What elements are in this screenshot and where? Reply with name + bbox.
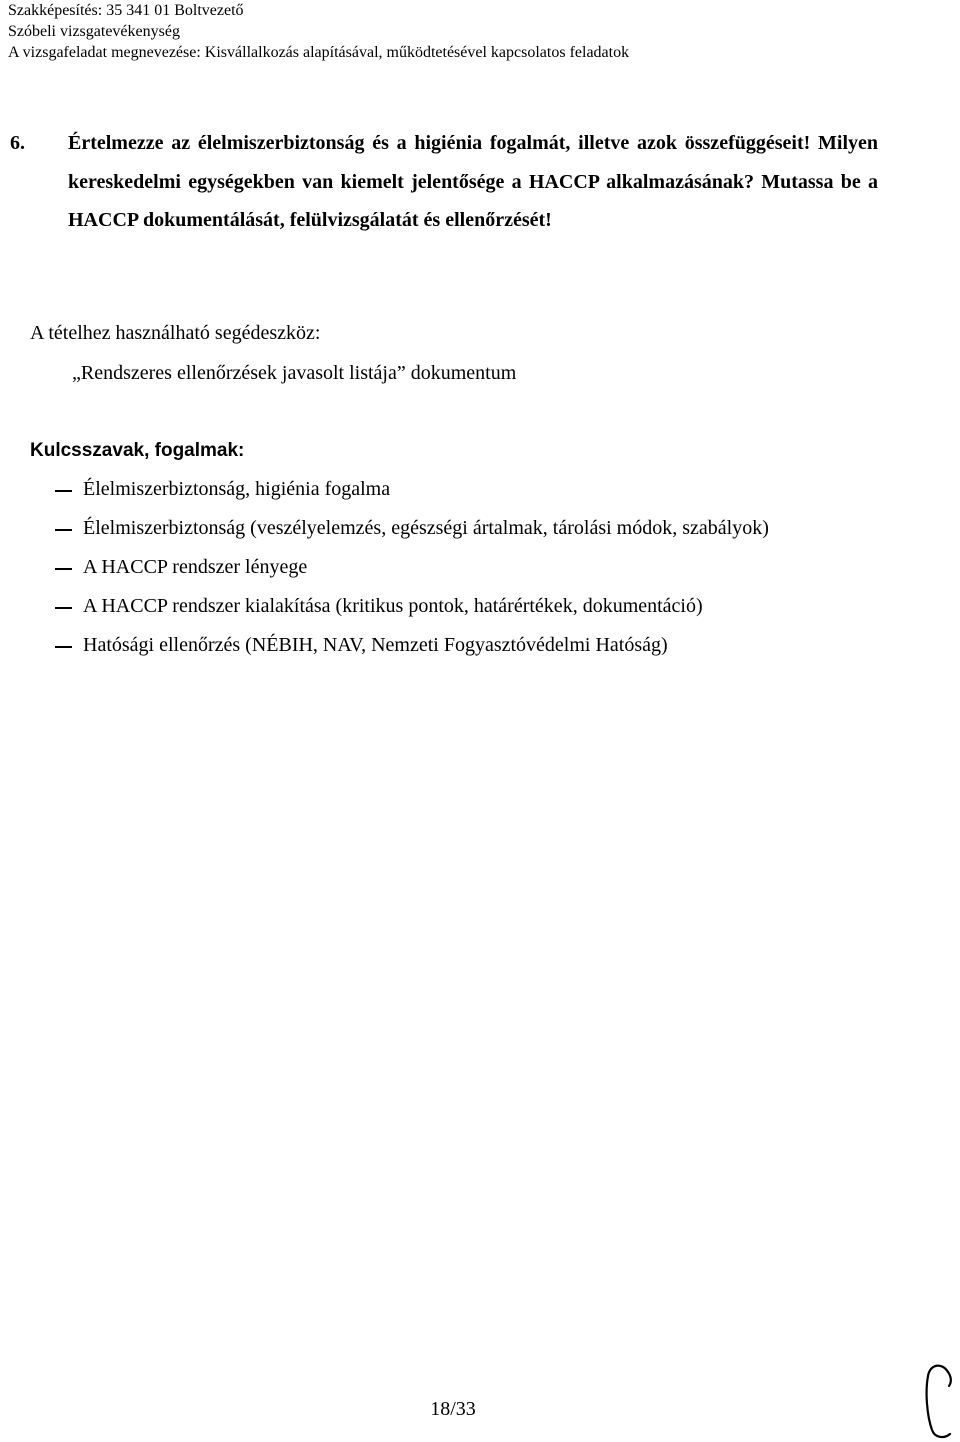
task-block (10, 124, 878, 240)
dash-bullet-icon (55, 568, 72, 570)
task-text: Értelmezze az élelmiszerbiztonság és a higiénia fogalmát, illetve azok összefüggéseit! Milyen kereskedelmi egységekben van kiemelt jelentősége a HACCP alkalmazásának? Mutassa be a HACCP dokumentálását, felülvizsgálatát és ellenőrzését! (68, 132, 878, 231)
tool-document: „Rendszeres ellenőrzések javasolt listája” dokumentum (72, 362, 517, 384)
dash-bullet-icon (55, 490, 72, 492)
keyword-item (55, 552, 769, 591)
keyword-text: Hatósági ellenőrzés (NÉBIH, NAV, Nemzeti Fogyasztóvédelmi Hatóság) (83, 634, 668, 656)
page-number: 18/33 (430, 1398, 476, 1420)
keyword-item (55, 630, 769, 669)
keyword-item (55, 474, 769, 513)
header-exam-activity: Szóbeli vizsgatevékenység (8, 23, 180, 40)
keywords-heading: Kulcsszavak, fogalmak: (30, 440, 245, 461)
tool-label: A tételhez használható segédeszköz: (30, 322, 321, 344)
dash-bullet-icon (55, 646, 72, 648)
keyword-text: Élelmiszerbiztonság (veszélyelemzés, egészségi ártalmak, tárolási módok, szabályok) (83, 517, 769, 539)
keyword-item (55, 591, 769, 630)
header-qualification: Szakképesítés: 35 341 01 Boltvezető (8, 2, 244, 19)
dash-bullet-icon (55, 529, 72, 531)
task-number: 6. (10, 132, 25, 154)
page-header (8, 0, 629, 63)
keyword-text: A HACCP rendszer kialakítása (kritikus pontok, határértékek, dokumentáció) (83, 595, 703, 617)
keyword-item (55, 513, 769, 552)
header-task-name: A vizsgafeladat megnevezése: Kisvállalkozás alapításával, működtetésével kapcsolatos feladatok (8, 44, 630, 61)
keyword-text: A HACCP rendszer lényege (83, 556, 308, 578)
keywords-list (55, 474, 769, 669)
signature-icon (918, 1360, 960, 1442)
keyword-text: Élelmiszerbiztonság, higiénia fogalma (83, 478, 391, 500)
dash-bullet-icon (55, 607, 72, 609)
